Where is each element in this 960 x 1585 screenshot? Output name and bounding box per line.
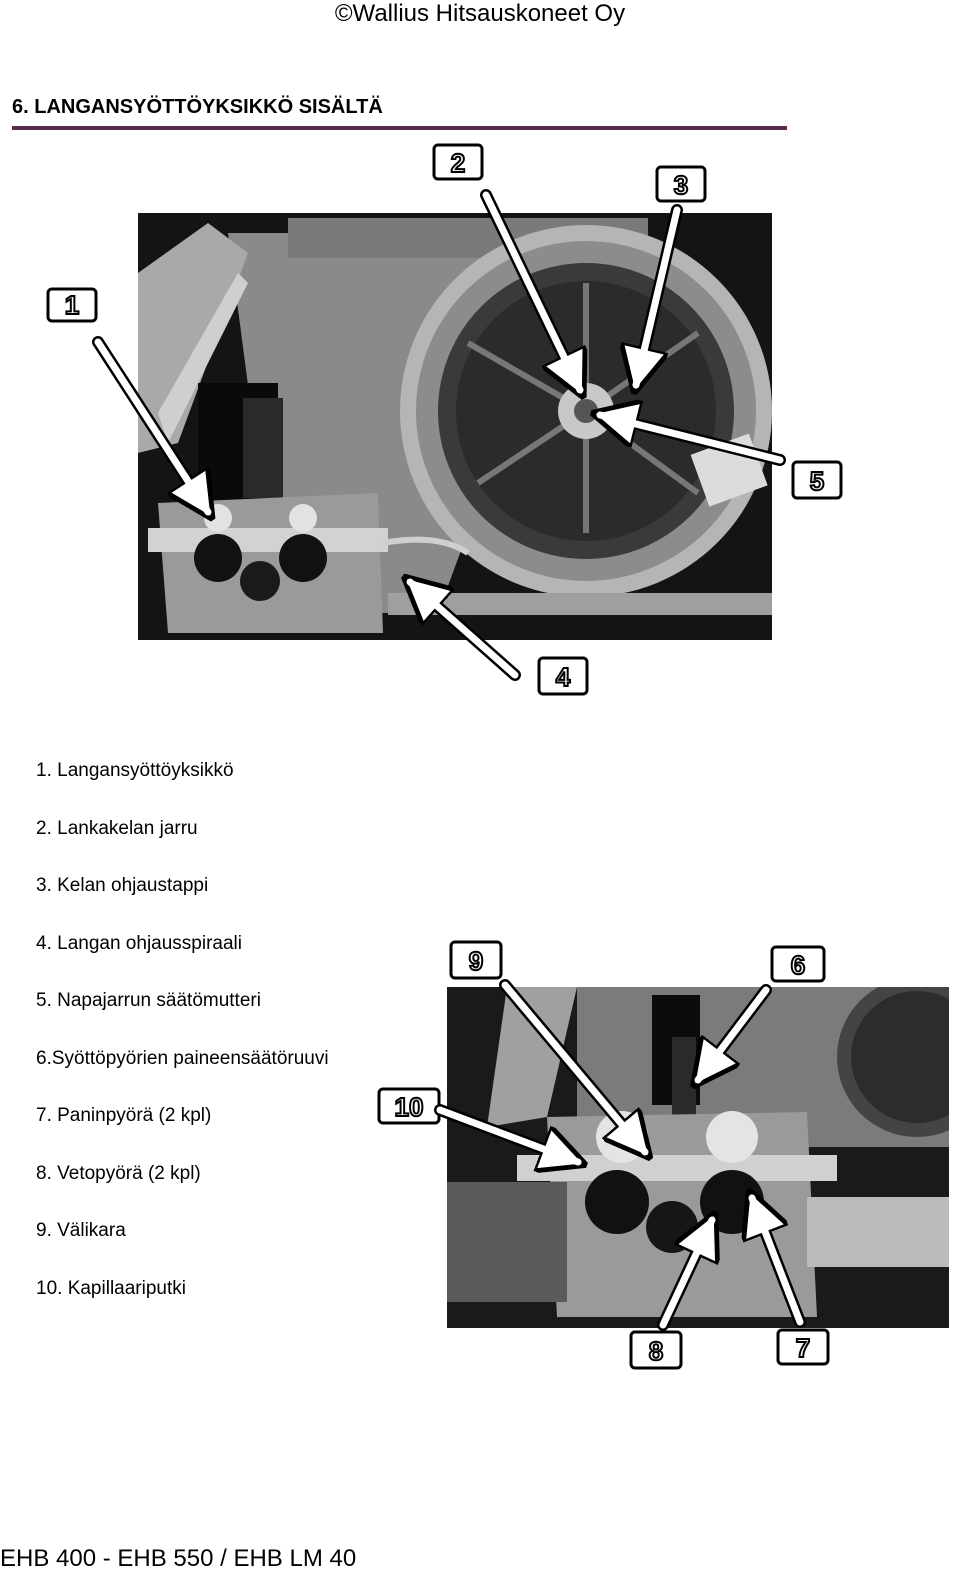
legend-item: 3. Kelan ohjaustappi — [36, 875, 209, 896]
callout-4 — [537, 656, 589, 696]
callout-1-label: 1 — [64, 290, 80, 320]
legend-item: 6.Syöttöpyörien paineensäätöruuvi — [36, 1047, 329, 1069]
parts-legend — [36, 758, 329, 1333]
feed-rolls-photo-bottom — [447, 987, 949, 1328]
callout-5 — [791, 460, 843, 500]
callout-1 — [46, 287, 98, 323]
feed-rolls-illustration-bottom — [447, 987, 949, 1328]
callout-4-label: 4 — [555, 662, 571, 692]
callout-7 — [776, 1328, 830, 1366]
callout-6 — [770, 945, 826, 983]
callout-10-label: 10 — [394, 1092, 424, 1122]
callout-2-label: 2 — [450, 148, 466, 178]
callout-3 — [655, 165, 707, 203]
callout-8 — [629, 1330, 683, 1370]
callout-10 — [377, 1087, 441, 1125]
page-header: ©Wallius Hitsauskoneet Oy — [334, 0, 626, 27]
callout-2 — [432, 143, 484, 181]
legend-item: 10. Kapillaariputki — [36, 1277, 186, 1299]
callout-5-label: 5 — [809, 466, 825, 496]
legend-item: 9. Välikara — [36, 1220, 126, 1241]
legend-item: 4. Langan ohjausspiraali — [36, 932, 242, 954]
callout-3-label: 3 — [673, 170, 689, 200]
legend-item: 7. Paninpyörä (2 kpl) — [36, 1105, 212, 1126]
callout-9 — [449, 940, 503, 980]
callout-9-label: 9 — [468, 946, 484, 976]
page-footer: EHB 400 - EHB 550 / EHB LM 40 — [0, 1545, 357, 1572]
wire-feeder-photo-top — [138, 213, 772, 640]
legend-item: 1. Langansyöttöyksikkö — [36, 760, 234, 781]
callout-7-label: 7 — [795, 1333, 811, 1363]
section-title: 6. LANGANSYÖTTÖYKSIKKÖ SISÄLTÄ — [12, 96, 383, 118]
title-underline — [12, 126, 787, 130]
legend-item: 2. Lankakelan jarru — [36, 817, 198, 839]
legend-item: 5. Napajarrun säätömutteri — [36, 990, 261, 1011]
legend-item: 8. Vetopyörä (2 kpl) — [36, 1162, 201, 1184]
wire-feeder-illustration-top — [138, 213, 772, 640]
callout-6-label: 6 — [790, 950, 806, 980]
callout-8-label: 8 — [648, 1336, 664, 1366]
